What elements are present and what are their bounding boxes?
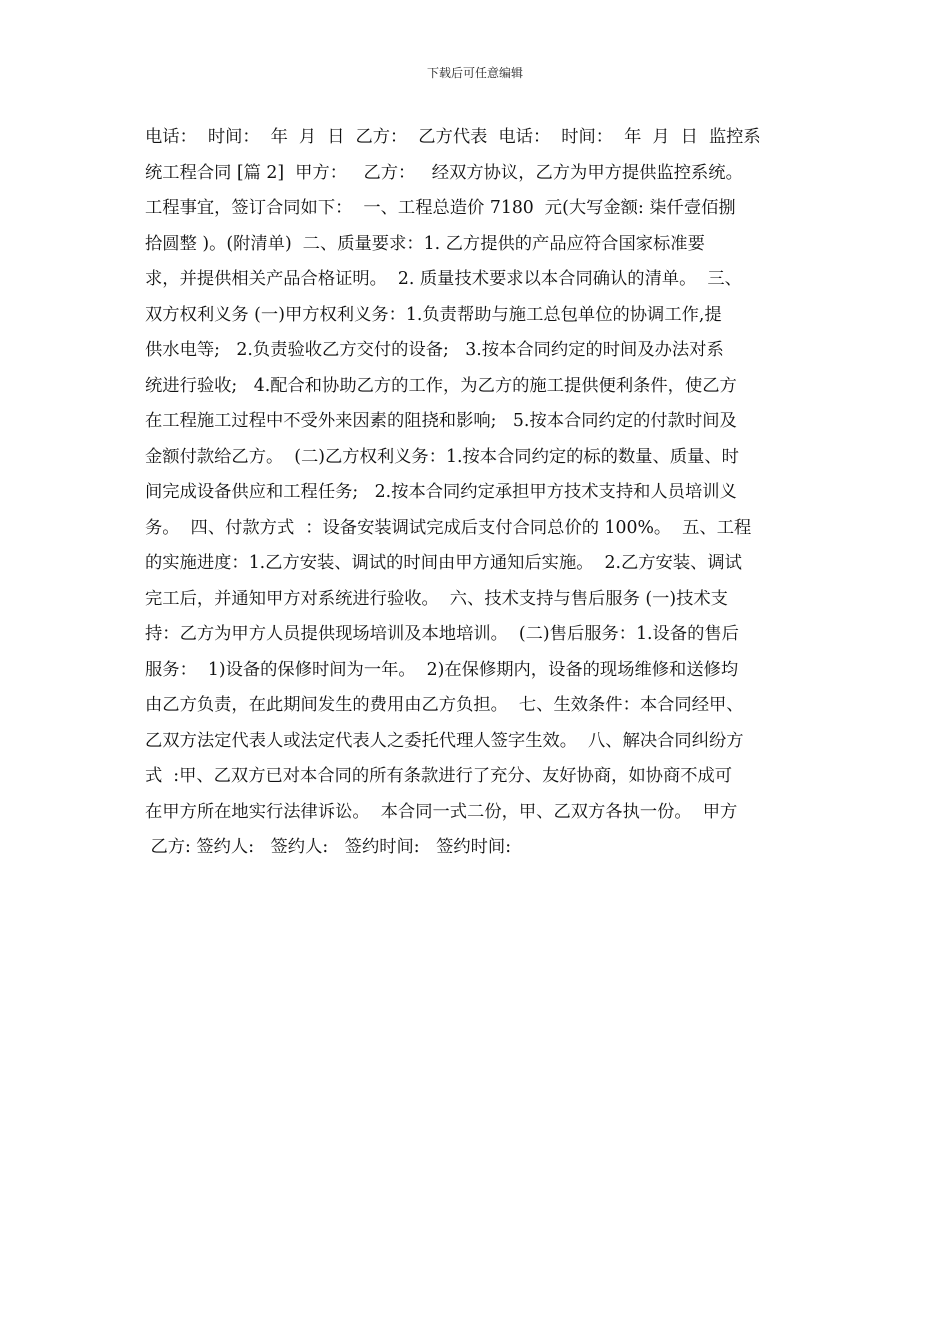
- body-line: 双方权利义务 (一)甲方权利义务：1.负责帮助与施工总包单位的协调工作,提: [145, 304, 722, 325]
- body-line: 的实施进度：1.乙方安装、调试的时间由甲方通知后实施。 2.乙方安装、调试: [145, 553, 742, 573]
- header-text: 下载后可任意编辑: [426, 66, 523, 80]
- body-line: 完工后，并通知甲方对系统进行验收。 六、技术支持与售后服务 (一)技术支: [145, 588, 728, 609]
- body-line: 由乙方负责，在此期间发生的费用由乙方负担。 七、生效条件：本合同经甲、: [145, 695, 744, 715]
- signature-line: 乙方: 签约人: 签约人: 签约时间: 签约时间:: [145, 837, 512, 857]
- body-line: 在工程施工过程中不受外来因素的阻挠和影响; 5.按本合同约定的付款时间及: [145, 411, 737, 431]
- body-line: 在甲方所在地实行法律诉讼。 本合同一式二份，甲、乙双方各执一份。 甲方: [145, 801, 738, 822]
- body-line: 电话： 时间： 年 月 日 乙方： 乙方代表 电话： 时间： 年 月 日 监控系: [145, 127, 761, 147]
- page-header: [0, 64, 950, 82]
- body-line: 务。 四、付款方式 ：设备安装调试完成后支付合同总价的 100%。 五、工程: [145, 517, 752, 538]
- body-line: 服务： 1)设备的保修时间为一年。 2)在保修期内，设备的现场维修和送修均: [145, 659, 739, 680]
- body-line: 统进行验收; 4.配合和协助乙方的工作，为乙方的施工提供便利条件，使乙方: [145, 375, 737, 396]
- body-line: 统工程合同 [篇 2] 甲方： 乙方： 经双方协议，乙方为甲方提供监控系统。: [145, 162, 743, 183]
- body-line: 供水电等; 2.负责验收乙方交付的设备; 3.按本合同约定的时间及办法对系: [145, 340, 724, 360]
- contract-body: [145, 120, 810, 866]
- body-line: 金额付款给乙方。 (二)乙方权利义务：1.按本合同约定的标的数量、质量、时: [145, 446, 739, 467]
- body-line: 式 :甲、乙双方已对本合同的所有条款进行了充分、友好协商，如协商不成可: [145, 766, 733, 786]
- body-line: 持：乙方为甲方人员提供现场培训及本地培训。 (二)售后服务：1.设备的售后: [145, 624, 739, 644]
- body-line: 拾圆整 )。(附清单) 二、质量要求：1. 乙方提供的产品应符合国家标准要: [145, 233, 705, 254]
- body-line: 工程事宜，签订合同如下： 一、工程总造价 7180 元(大写金额: 柒仟壹佰捌: [145, 198, 736, 218]
- body-line: 间完成设备供应和工程任务; 2.按本合同约定承担甲方技术支持和人员培训义: [145, 482, 737, 502]
- body-line: 求，并提供相关产品合格证明。 2. 质量技术要求以本合同确认的清单。 三、: [145, 269, 742, 289]
- body-line: 乙双方法定代表人或法定代表人之委托代理人签字生效。 八、解决合同纠纷方: [145, 730, 744, 751]
